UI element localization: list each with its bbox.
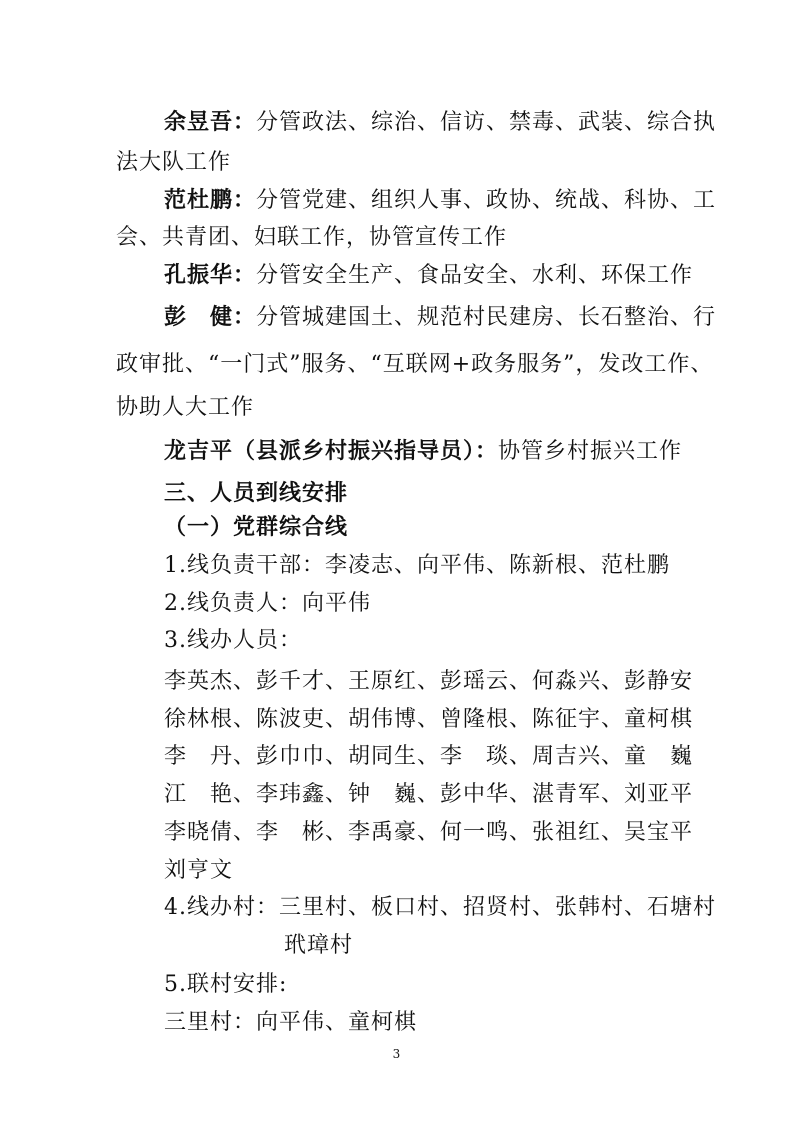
item-village-assignment-label: 5.联村安排: — [164, 972, 288, 997]
item-label: 4.线办村： — [164, 895, 279, 920]
staff-row: 徐林根、陈波吏、胡伟博、曾隆根、陈征宇、童柯棋 — [164, 707, 694, 732]
item-villages-continued: 玳璋村 — [284, 933, 354, 958]
official-name: 孔振华 — [164, 263, 234, 288]
duty-text: 分管城建国土、规范村民建房、长石整治、行 — [256, 305, 717, 330]
subsection-heading: （一）党群综合线 — [164, 514, 349, 540]
staff-row: 刘亨文 — [164, 858, 234, 883]
item-responsible-cadres — [164, 551, 670, 581]
official-name: 彭 健 — [164, 305, 234, 330]
duty-line: 范杜鹏：分管党建、组织人事、政协、统战、科协、工 — [164, 188, 717, 213]
duty-line: 余昱吾：分管政法、综治、信访、禁毒、武装、综合执 — [164, 110, 717, 135]
item-label: 1.线负责干部： — [164, 553, 325, 578]
item-label: 2.线负责人： — [164, 591, 302, 616]
item-villages — [164, 893, 716, 923]
page-number: 3 — [392, 1047, 401, 1061]
staff-row: 李晓倩、李 彬、李禹豪、何一鸣、张祖红、吴宝平 — [164, 820, 694, 845]
item-staff-label: 3.线办人员： — [164, 628, 302, 653]
duty-text: 分管政法、综治、信访、禁毒、武装、综合执 — [256, 110, 717, 135]
staff-row: 李英杰、彭千才、王原红、彭瑶云、何淼兴、彭静安 — [164, 669, 694, 694]
staff-row: 李 丹、彭巾巾、胡同生、李 琰、周吉兴、童 巍 — [164, 744, 694, 769]
duty-line: 彭 健：分管城建国土、规范村民建房、长石整治、行 — [164, 305, 717, 330]
official-name: 余昱吾 — [164, 110, 234, 135]
staff-row: 江 艳、李玮鑫、钟 巍、彭中华、湛青军、刘亚平 — [164, 782, 694, 807]
duty-line-continued: 会、共青团、妇联工作，协管宣传工作 — [116, 225, 508, 250]
item-value: 向平伟 — [302, 591, 372, 616]
duty-line: 孔振华：分管安全生产、食品安全、水利、环保工作 — [164, 263, 694, 288]
official-name: 范杜鹏 — [164, 188, 234, 213]
item-value: 李凌志、向平伟、陈新根、范杜鹏 — [325, 553, 671, 578]
village-assignment: 三里村：向平伟、童柯棋 — [164, 1010, 418, 1035]
duty-text: 分管党建、组织人事、政协、统战、科协、工 — [256, 188, 717, 213]
section-heading: 三、人员到线安排 — [164, 481, 349, 506]
duty-text: 协管乡村振兴工作 — [498, 439, 683, 464]
duty-text: 分管安全生产、食品安全、水利、环保工作 — [256, 263, 694, 288]
duty-line-continued: 法大队工作 — [116, 150, 232, 175]
official-name: 龙吉平（县派乡村振兴指导员） — [164, 439, 476, 464]
item-responsible-person — [164, 589, 371, 619]
duty-line-continued: 协助人大工作 — [116, 395, 255, 420]
duty-line: 龙吉平（县派乡村振兴指导员）：协管乡村振兴工作 — [164, 439, 683, 464]
duty-line-continued: 政审批、“一门式”服务、“互联网+政务服务”，发改工作、 — [116, 352, 714, 377]
item-value: 三里村、板口村、招贤村、张韩村、石塘村 — [279, 895, 717, 920]
